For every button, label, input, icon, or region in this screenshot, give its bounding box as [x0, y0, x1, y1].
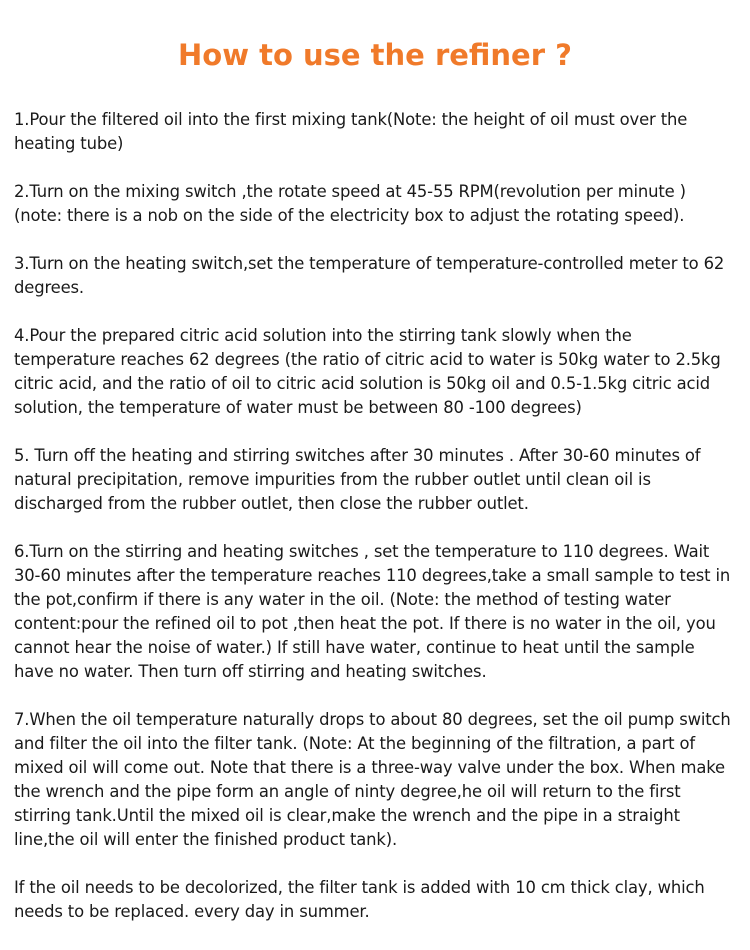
decolorize-note-paragraph: If the oil needs to be decolorized, the filter tank is added with 10 cm thick clay, which needs to be replaced. every day in summer. [14, 878, 705, 921]
step-6-paragraph: 6.Turn on the stirring and heating switches , set the temperature to 110 degrees. Wait 30-60 minutes after the temperature reaches 110 degrees,take a small sample to test in the pot,confirm if there is any water in the oil. (Note: the method of testing water content:pour the refined oil to pot ,then heat the pot. If there is no water in the oil, you cannot hear the noise of water.) If still have water, continue to heat until the sample have no water. Then turn off stirring and heating switches. [14, 542, 731, 681]
step-2-paragraph: 2.Turn on the mixing switch ,the rotate speed at 45-55 RPM(revolution per minute ) (note: there is a nob on the side of the electricity box to adjust the rotating speed). [14, 182, 686, 225]
step-5-paragraph: 5. Turn off the heating and stirring switches after 30 minutes . After 30-60 minutes of natural precipitation, remove impurities from the rubber outlet until clean oil is discharged from the rubber outlet, then close the rubber outlet. [14, 446, 701, 513]
page-title: How to use the refiner ? [178, 38, 572, 72]
step-4-paragraph: 4.Pour the prepared citric acid solution into the stirring tank slowly when the temperature reaches 62 degrees (the ratio of citric acid to water is 50kg water to 2.5kg citric acid, and the ratio of oil to citric acid solution is 50kg oil and 0.5-1.5kg citric acid solution, the temperature of water must be between 80 -100 degrees) [14, 326, 721, 417]
instructions-body [14, 108, 738, 948]
step-7-paragraph: 7.When the oil temperature naturally drops to about 80 degrees, set the oil pump switch and filter the oil into the filter tank. (Note: At the beginning of the filtration, a part of mixed oil will come out. Note that there is a three-way valve under the box. When make the wrench and the pipe form an angle of ninty degree,he oil will return to the first stirring tank.Until the mixed oil is clear,make the wrench and the pipe in a straight line,the oil will enter the finished product tank). [14, 710, 731, 849]
step-3-paragraph: 3.Turn on the heating switch,set the temperature of temperature-controlled meter to 62 degrees. [14, 254, 725, 297]
step-1-paragraph: 1.Pour the filtered oil into the first mixing tank(Note: the height of oil must over the heating tube) [14, 110, 688, 153]
